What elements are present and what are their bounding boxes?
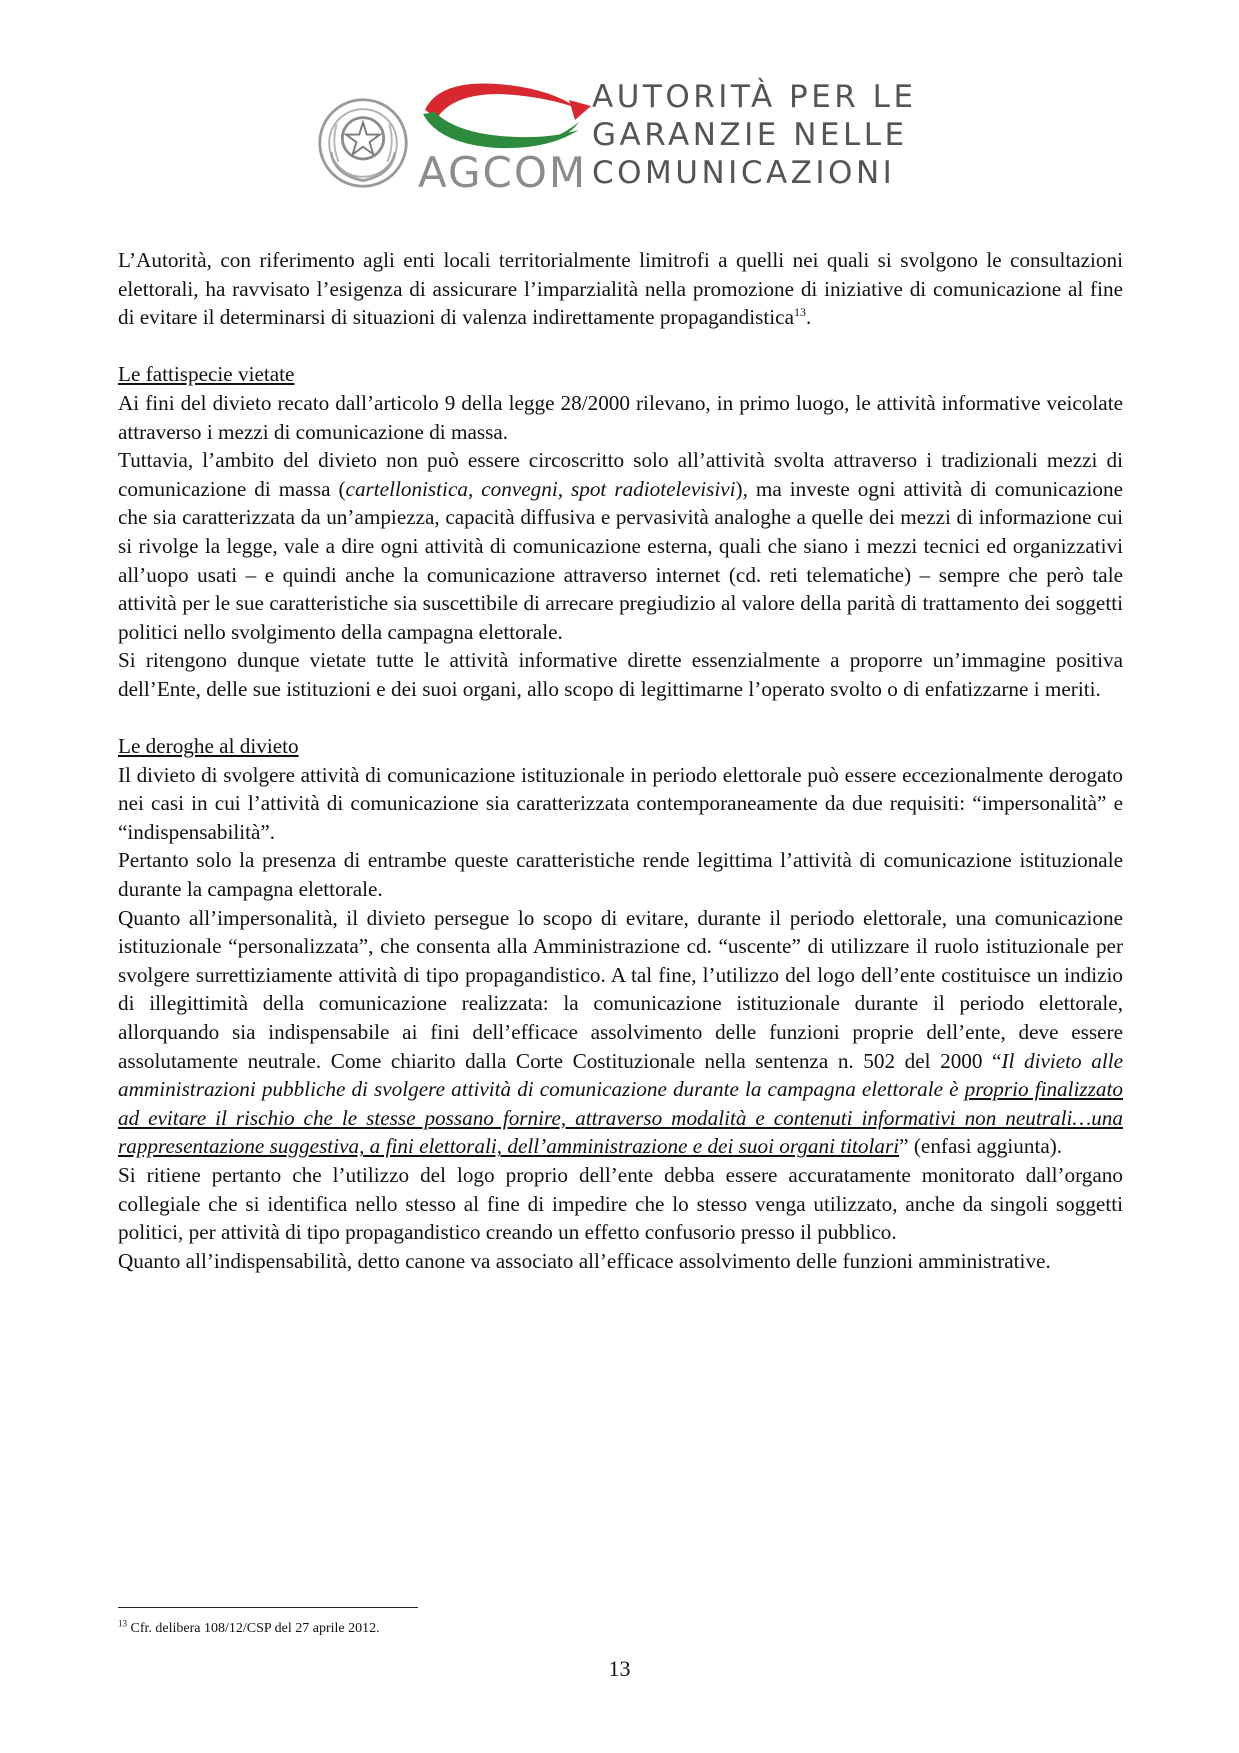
authority-name — [592, 78, 917, 192]
intro-paragraph: L’Autorità, con riferimento agli enti locali territorialmente limitrofi a quelli nei quali si svolgono le consultazioni elettorali, ha ravvisato l’esigenza di assicurare l’imparzialità nella promozione di iniziative di comunicazione al fine di evitare il determinarsi di situazioni di valenza indirettamente propagandistica$^{13}$. — [118, 248, 1123, 330]
footnote-separator — [118, 1607, 418, 1608]
agcom-acronym: AGCOM — [418, 148, 588, 197]
section-heading-exceptions: Le deroghe al divieto — [118, 734, 299, 759]
authority-name-line-2: GARANZIE NELLE — [592, 117, 908, 153]
footnote-number: 13 — [118, 1618, 127, 1629]
section2-paragraph-5: Quanto all’indispensabilità, detto canone va associato all’efficace assolvimento delle funzioni amministrative. — [118, 1248, 1051, 1273]
document-body — [118, 246, 1123, 1275]
agcom-logo-icon — [419, 78, 594, 158]
section2-paragraph-4: Si ritiene pertanto che l’utilizzo del logo proprio dell’ente debba essere accuratamente monitorato dall’organo collegiale che si identifica nello stesso al fine di impedire che lo stesso venga utilizzato, anche da singoli soggetti politici, per attività di tipo propagandistico creando un effetto confusorio presso il pubblico. — [118, 1163, 1123, 1245]
authority-name-line-3: COMUNICAZIONI — [592, 155, 896, 191]
section1-paragraph-1: Ai fini del divieto recato dall’articolo 9 della legge 28/2000 rilevano, in primo luogo, le attività informative veicolate attraverso i mezzi di comunicazione di massa. — [118, 390, 1123, 444]
section2-paragraph-3: Quanto all’impersonalità, il divieto persegue lo scopo di evitare, durante il periodo elettorale, una comunicazione istituzionale “personalizzata”, che consenta alla Amministrazione cd. “uscente” di utilizzare il ruolo istituzionale per svolgere surrettiziamente attività di tipo propagandistico. A tal fine, l’utilizzo del logo dell’ente costituisce un indizio di illegittimità della comunicazione realizzata: la comunicazione istituzionale durante il periodo elettorale, allorquando sia indispensabile ai fini dell’efficace assolvimento delle funzioni proprie dell’ente, deve essere assolutamente neutrale. Come chiarito dalla Corte Costituzionale nella sentenza n. 502 del 2000 “Il divieto alle amministrazioni pubbliche di svolgere attività di comunicazione durante la campagna elettorale è proprio finalizzato ad evitare il rischio che le stesse possano fornire, attraverso modalità e contenuti informativi non neutrali…una rappresentazione suggestiva, a fini elettorali, dell’amministrazione e dei suoi organi titolari” (enfasi aggiunta). — [118, 905, 1123, 1159]
footnote-text: Cfr. delibera 108/12/CSP del 27 aprile 2012. — [127, 1621, 380, 1636]
section1-paragraph-2: Tuttavia, l’ambito del divieto non può essere circoscritto solo all’attività svolta attraverso i tradizionali mezzi di comunicazione di massa (cartellonistica, convegni, spot radiotelevisivi), ma investe ogni attività di comunicazione che sia caratterizzata da un’ampiezza, capacità diffusiva e pervasività analoghe a quelle dei mezzi di informazione cui si rivolge la legge, vale a dire ogni attività di comunicazione esterna, quali che siano i mezzi tecnici ed organizzativi all’uopo usati – e quindi anche la comunicazione attraverso internet (cd. reti telematiche) – sempre che però tale attività per le sue caratteristiche sia suscettibile di arrecare pregiudizio al valore della parità di trattamento dei soggetti politici nello svolgimento della campagna elettorale. — [118, 448, 1123, 644]
section2-paragraph-2: Pertanto solo la presenza di entrambe queste caratteristiche rende legittima l’attività di comunicazione istituzionale durante la campagna elettorale. — [118, 848, 1123, 902]
italian-republic-emblem-icon — [316, 96, 410, 190]
page-header — [316, 78, 936, 196]
section2-paragraph-1: Il divieto di svolgere attività di comunicazione istituzionale in periodo elettorale può essere eccezionalmente derogato nei casi in cui l’attività di comunicazione sia caratterizzata contemporaneamente da due requisiti: “impersonalità” e “indispensabilità”. — [118, 762, 1123, 844]
section1-paragraph-3: Si ritengono dunque vietate tutte le attività informative dirette essenzialmente a proporre un’immagine positiva dell’Ente, delle sue istituzioni e dei suoi organi, allo scopo di legittimarne l’operato svolto o di enfatizzarne i meriti. — [118, 648, 1123, 701]
section-heading-prohibited-cases: Le fattispecie vietate — [118, 362, 295, 387]
footnote-reference[interactable]: 13 — [794, 305, 806, 320]
emphasized-quote: proprio finalizzato ad evitare il rischio che le stesse possano fornire, attraverso modalità e contenuti informativi non neutrali…una rappresentazione suggestiva, a fini elettorali, dell’amministrazione e dei suoi organi titolari — [118, 1077, 1123, 1159]
footnote — [118, 1620, 380, 1638]
authority-name-line-1: AUTORITÀ PER LE — [592, 79, 917, 115]
page-number: 13 — [608, 1656, 631, 1681]
